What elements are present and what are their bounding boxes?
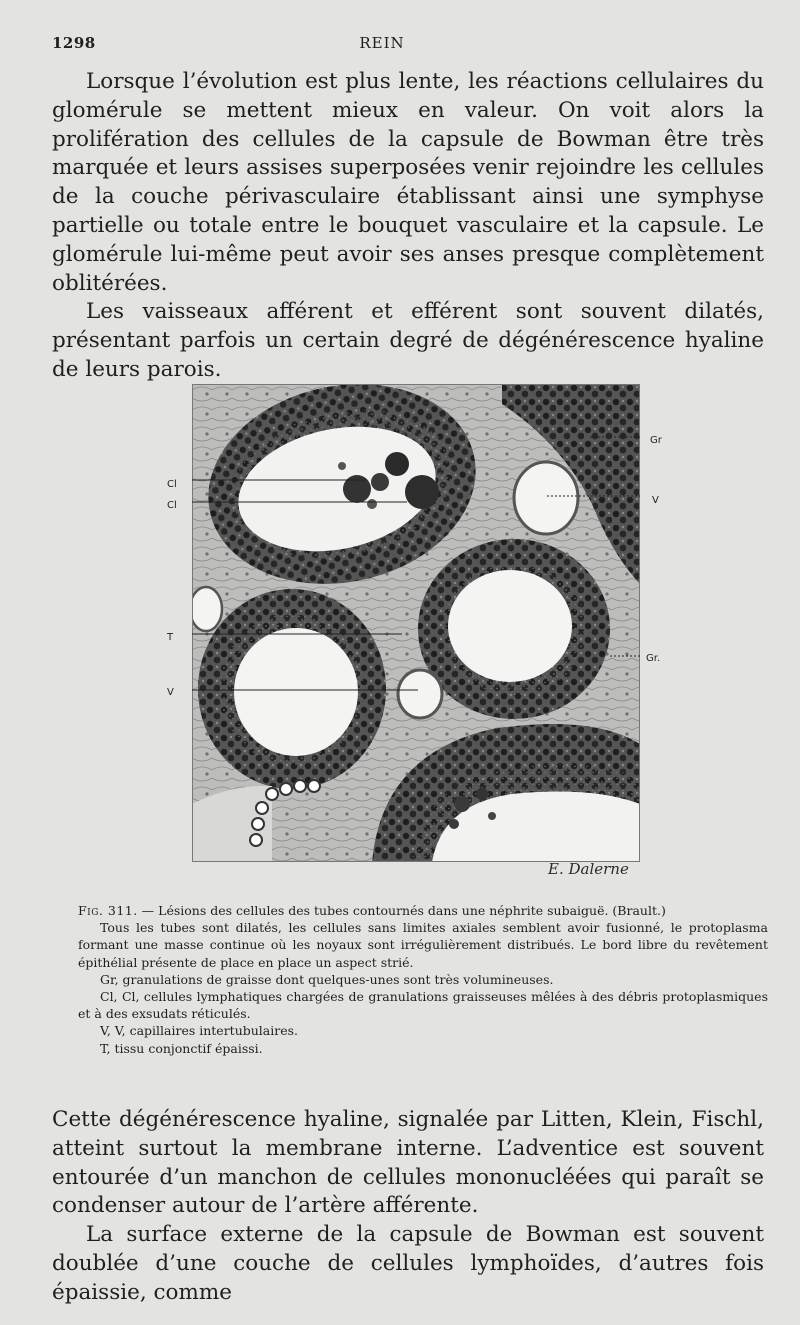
legend-gr: Gr, granulations de graisse dont quelques-unes sont très volumineuses. (100, 971, 554, 987)
caption-description: Tous les tubes sont dilatés, les cellules sans limites axiales semblent avoir fusionné, le protoplasma formant une masse continue où les noyaux sont irrégulièrement distribués. Le bord libre du revêtement épithélial présente de place en place un aspect strié. (78, 920, 768, 970)
label-t: T (167, 632, 174, 643)
legend-t: T, tissu conjonctif épaissi. (100, 1040, 263, 1056)
paragraph-bowman: La surface externe de la capsule de Bowman est souvent doublée d’une couche de cellules lymphoïdes, d’autres fois épaissie, comme (52, 1222, 764, 1305)
label-cl-lower: Cl (167, 500, 177, 511)
caption-title-text: — Lésions des cellules des tubes contournés dans une néphrite subaiguë. (Brault.) (137, 903, 666, 918)
label-v-left: V (167, 687, 174, 698)
artist-signature: E. Dalerne (548, 860, 629, 878)
page-number: 1298 (52, 34, 96, 52)
figure-caption (78, 902, 768, 1057)
paragraph-evolution: Lorsque l’évolution est plus lente, les réactions cellulaires du glomérule se mettent mieux en valeur. On voit alors la prolifération des cellules de la capsule de Bowman être très marquée et leurs assises superposées venir rejoindre les cellules de la couche périvasculaire établissant ainsi une symphyse partielle ou totale entre le bouquet vasculaire et la capsule. Le glomérule lui-même peut avoir ses anses presque complètement oblitérées. (52, 69, 764, 296)
bottom-text-block (52, 1106, 764, 1308)
label-gr-top: Gr (650, 435, 662, 446)
paragraph-vaisseaux: Les vaisseaux afférent et efférent sont souvent dilatés, présentant parfois un certain degré de dégénérescence hyaline de leurs parois. (52, 299, 764, 382)
label-cl-upper: Cl (167, 479, 177, 490)
label-v-right: V (652, 495, 659, 506)
legend-v: V, V, capillaires intertubulaires. (100, 1023, 299, 1039)
caption-title (78, 902, 768, 919)
paragraph-hyaline: Cette dégénérescence hyaline, signalée par Litten, Klein, Fischl, atteint surtout la membrane interne. L’adventice est souvent entourée d’un manchon de cellules mononucléées qui paraît se condenser autour de l’artère afférente. (52, 1107, 764, 1219)
label-gr-right: Gr. (646, 653, 661, 664)
legend-cl: Cl, Cl, cellules lymphatiques chargées de granulations graisseuses mêlées à des débris protoplasmiques et à des exsudats réticulés. (78, 989, 768, 1022)
figure-number: Fig. 311. (78, 903, 138, 918)
running-title: REIN (359, 34, 405, 52)
